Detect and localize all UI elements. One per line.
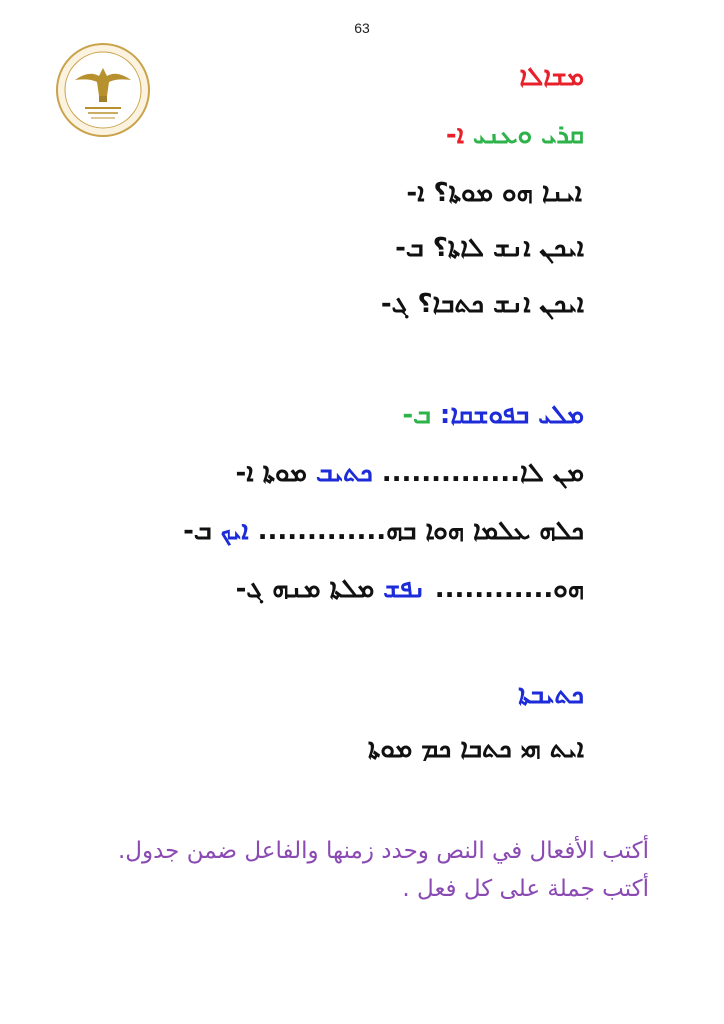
question-marker: ܓ- [380, 289, 409, 319]
fill-in-blue-word: ܟܬܝܒ [315, 458, 373, 488]
section-a-marker: ܐ- [445, 120, 464, 150]
question-text: ܐܝܟܢ ܐܢܫ ܠܐܬܐ؟ [432, 233, 584, 263]
question-text: ܐܝܢܐ ܗܘ ܡܘܬܐ؟ [433, 178, 582, 208]
fill-in-blue-word: ܢܦܫ [383, 574, 426, 604]
fill-in-3 [236, 574, 584, 605]
question-marker: ܐ- [406, 178, 425, 208]
arabic-instruction-2: أكتب جملة على كل فعل . [402, 876, 649, 902]
fill-in-end: ܗܘ............ [434, 574, 584, 604]
fill-in-2 [183, 516, 584, 547]
fill-in-start: ܡܘܬܐ [262, 458, 307, 488]
fill-in-end: ܟܠܗ ܥܠܡܐ ܗܘܐ ܒܗ............. [257, 516, 584, 546]
page-number: 63 [354, 20, 370, 36]
section-b-marker: ܒ- [402, 400, 431, 430]
fill-in-start: ܡܠܬܐ ܡܢܗ [272, 574, 375, 604]
section-b-title [402, 400, 584, 431]
fill-in-end: ܡܢ ܠܐ.............. [381, 458, 584, 488]
fill-in-1 [235, 458, 584, 489]
school-seal-logo [55, 42, 151, 138]
fill-in-marker: ܐ- [235, 458, 254, 488]
question-text: ܐܝܟܢ ܐܢܫ ܟܬܒܐ؟ [417, 289, 584, 319]
question-3 [381, 289, 584, 320]
section-a-text: ܩܪܝ ܘܥܢܝ [473, 120, 584, 150]
heading: ܡܫܐܠܐ [519, 62, 584, 92]
fill-in-marker: ܒ- [183, 516, 212, 546]
exercise-title: ܟܬܝܒܬܐ [518, 680, 584, 710]
section-a-title [446, 120, 584, 151]
question-marker: ܒ- [395, 233, 424, 263]
fill-in-blue-word: ܐܝܟ [220, 516, 249, 546]
exercise-sentence: ܐܝܬ ܗܝ ܟܬܒܐ ܟܡ ܡܘܬܐ [367, 734, 584, 764]
question-2 [395, 233, 584, 264]
arabic-instruction-1: أكتب الأفعال في النص وحدد زمنها والفاعل ضمن جدول. [117, 838, 649, 864]
section-b-text: ܡܠܝ ܒܦܘܫܩܐ: [439, 400, 584, 430]
fill-in-marker: ܓ- [235, 574, 264, 604]
question-1 [406, 178, 582, 209]
